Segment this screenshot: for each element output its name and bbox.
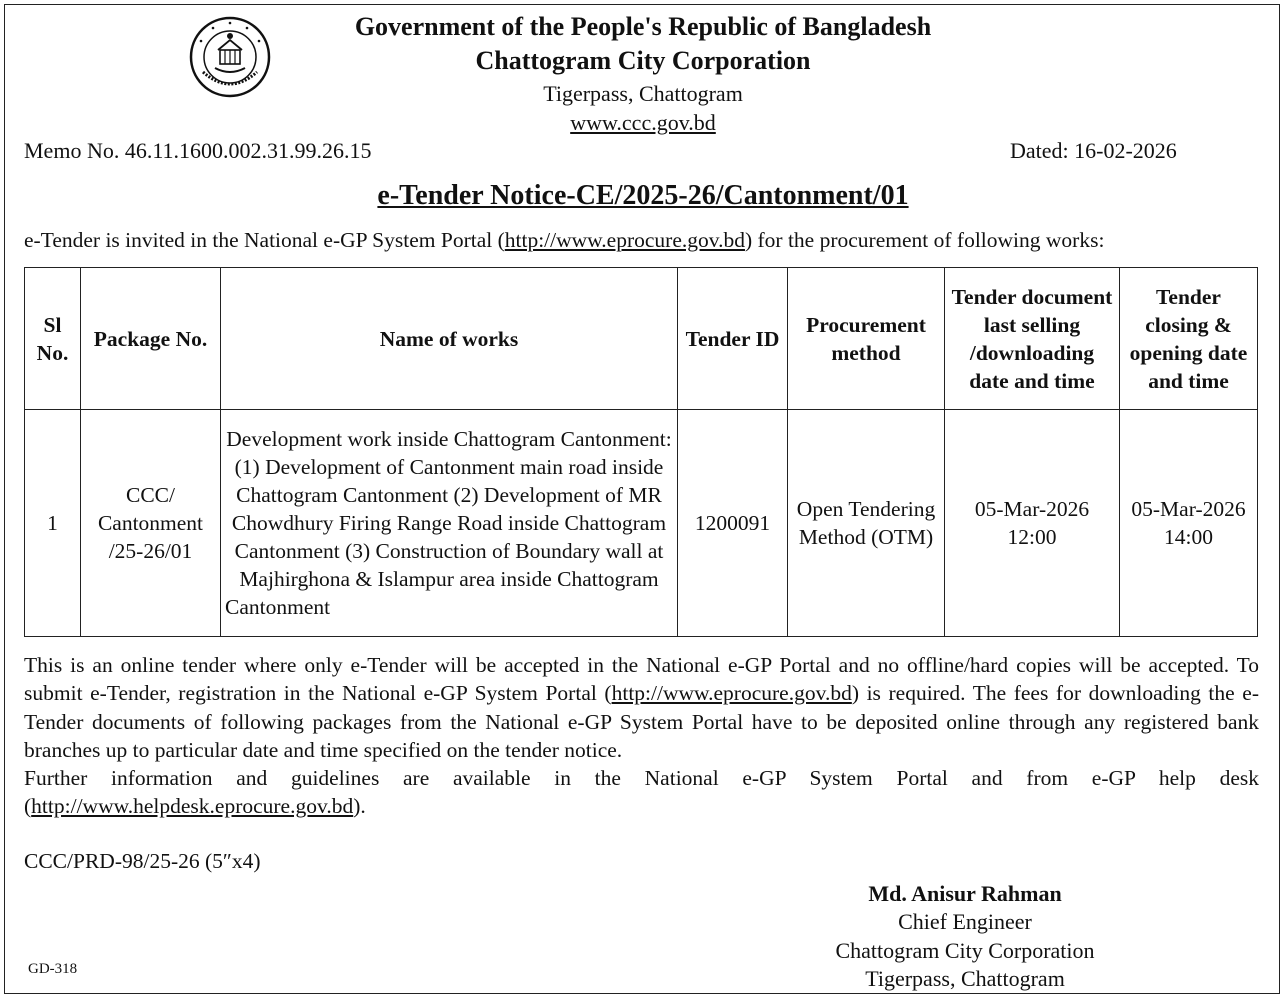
- body-text: [24, 651, 1259, 821]
- notice-title: e-Tender Notice-CE/2025-26/Cantonment/01: [377, 180, 909, 211]
- reference-code: CCC/PRD-98/25-26 (5″x4): [24, 849, 261, 873]
- header-organization: Chattogram City Corporation: [475, 46, 811, 75]
- memo-date: Dated: 16-02-2026: [1010, 138, 1177, 163]
- header-address: Tigerpass, Chattogram: [543, 81, 743, 106]
- table-header-row: [25, 268, 1258, 410]
- signature-block: [790, 880, 1140, 993]
- signatory-organization: Chattogram City Corporation: [835, 937, 1095, 963]
- table-row: [25, 410, 1258, 637]
- tender-table: [24, 267, 1258, 637]
- footer-code: GD-318: [28, 961, 78, 977]
- intro-text: e-Tender is invited in the National e-GP System Portal (http://www.eprocure.gov.bd) for the procurement of following works:: [24, 228, 1105, 252]
- col-header-sl: Sl No.: [25, 268, 81, 410]
- cell-works: Development work inside Chattogram Cantonment: (1) Development of Cantonment main road inside Chattogram Cantonment (2) Development of MR Chowdhury Firing Range Road inside Chattogram Cantonment (3) Construction of Boundary wall at Majhirghona & Islampur area inside Chattogram Cantonment: [221, 410, 678, 637]
- col-header-tender-id: Tender ID: [678, 268, 788, 410]
- col-header-closing: Tender closing & opening date and time: [1120, 268, 1258, 410]
- helpdesk-link[interactable]: http://www.helpdesk.eprocure.gov.bd: [31, 794, 354, 819]
- eprocure-link-2[interactable]: http://www.eprocure.gov.bd: [611, 681, 852, 706]
- cell-package: CCC/ Cantonment /25-26/01: [81, 410, 221, 637]
- cell-selling: 05-Mar-2026 12:00: [945, 410, 1120, 637]
- paragraph-instructions: This is an online tender where only e-Tender will be accepted in the National e-GP Portal and no offline/hard copies will be accepted. To submit e-Tender, registration in the National e-GP System Portal (http://www.eprocure.gov.bd) is required. The fees for downloading the e-Tender documents of following packages from the National e-GP System Portal have to be deposited online through any registered bank branches up to particular date and time specified on the tender notice.: [24, 653, 1259, 762]
- paragraph-helpdesk: Further information and guidelines are available in the National e-GP System Portal and from e-GP help desk (http://www.helpdesk.eprocure.gov.bd).: [24, 766, 1259, 819]
- col-header-method: Procurement method: [788, 268, 945, 410]
- memo-number: Memo No. 46.11.1600.002.31.99.26.15: [24, 138, 372, 163]
- col-header-works: Name of works: [221, 268, 678, 410]
- col-header-package: Package No.: [81, 268, 221, 410]
- signatory-name: Md. Anisur Rahman: [868, 881, 1062, 906]
- eprocure-link[interactable]: http://www.eprocure.gov.bd: [504, 228, 745, 252]
- col-header-selling: Tender document last selling /downloading date and time: [945, 268, 1120, 410]
- cell-tender-id: 1200091: [678, 410, 788, 637]
- signatory-address: Tigerpass, Chattogram: [865, 965, 1065, 991]
- cell-sl: 1: [25, 410, 81, 637]
- signatory-designation: Chief Engineer: [898, 909, 1032, 935]
- cell-closing: 05-Mar-2026 14:00: [1120, 410, 1258, 637]
- cell-method: Open Tendering Method (OTM): [788, 410, 945, 637]
- header-government: Government of the People's Republic of Bangladesh: [354, 12, 932, 41]
- header-website-link[interactable]: www.ccc.gov.bd: [570, 110, 716, 135]
